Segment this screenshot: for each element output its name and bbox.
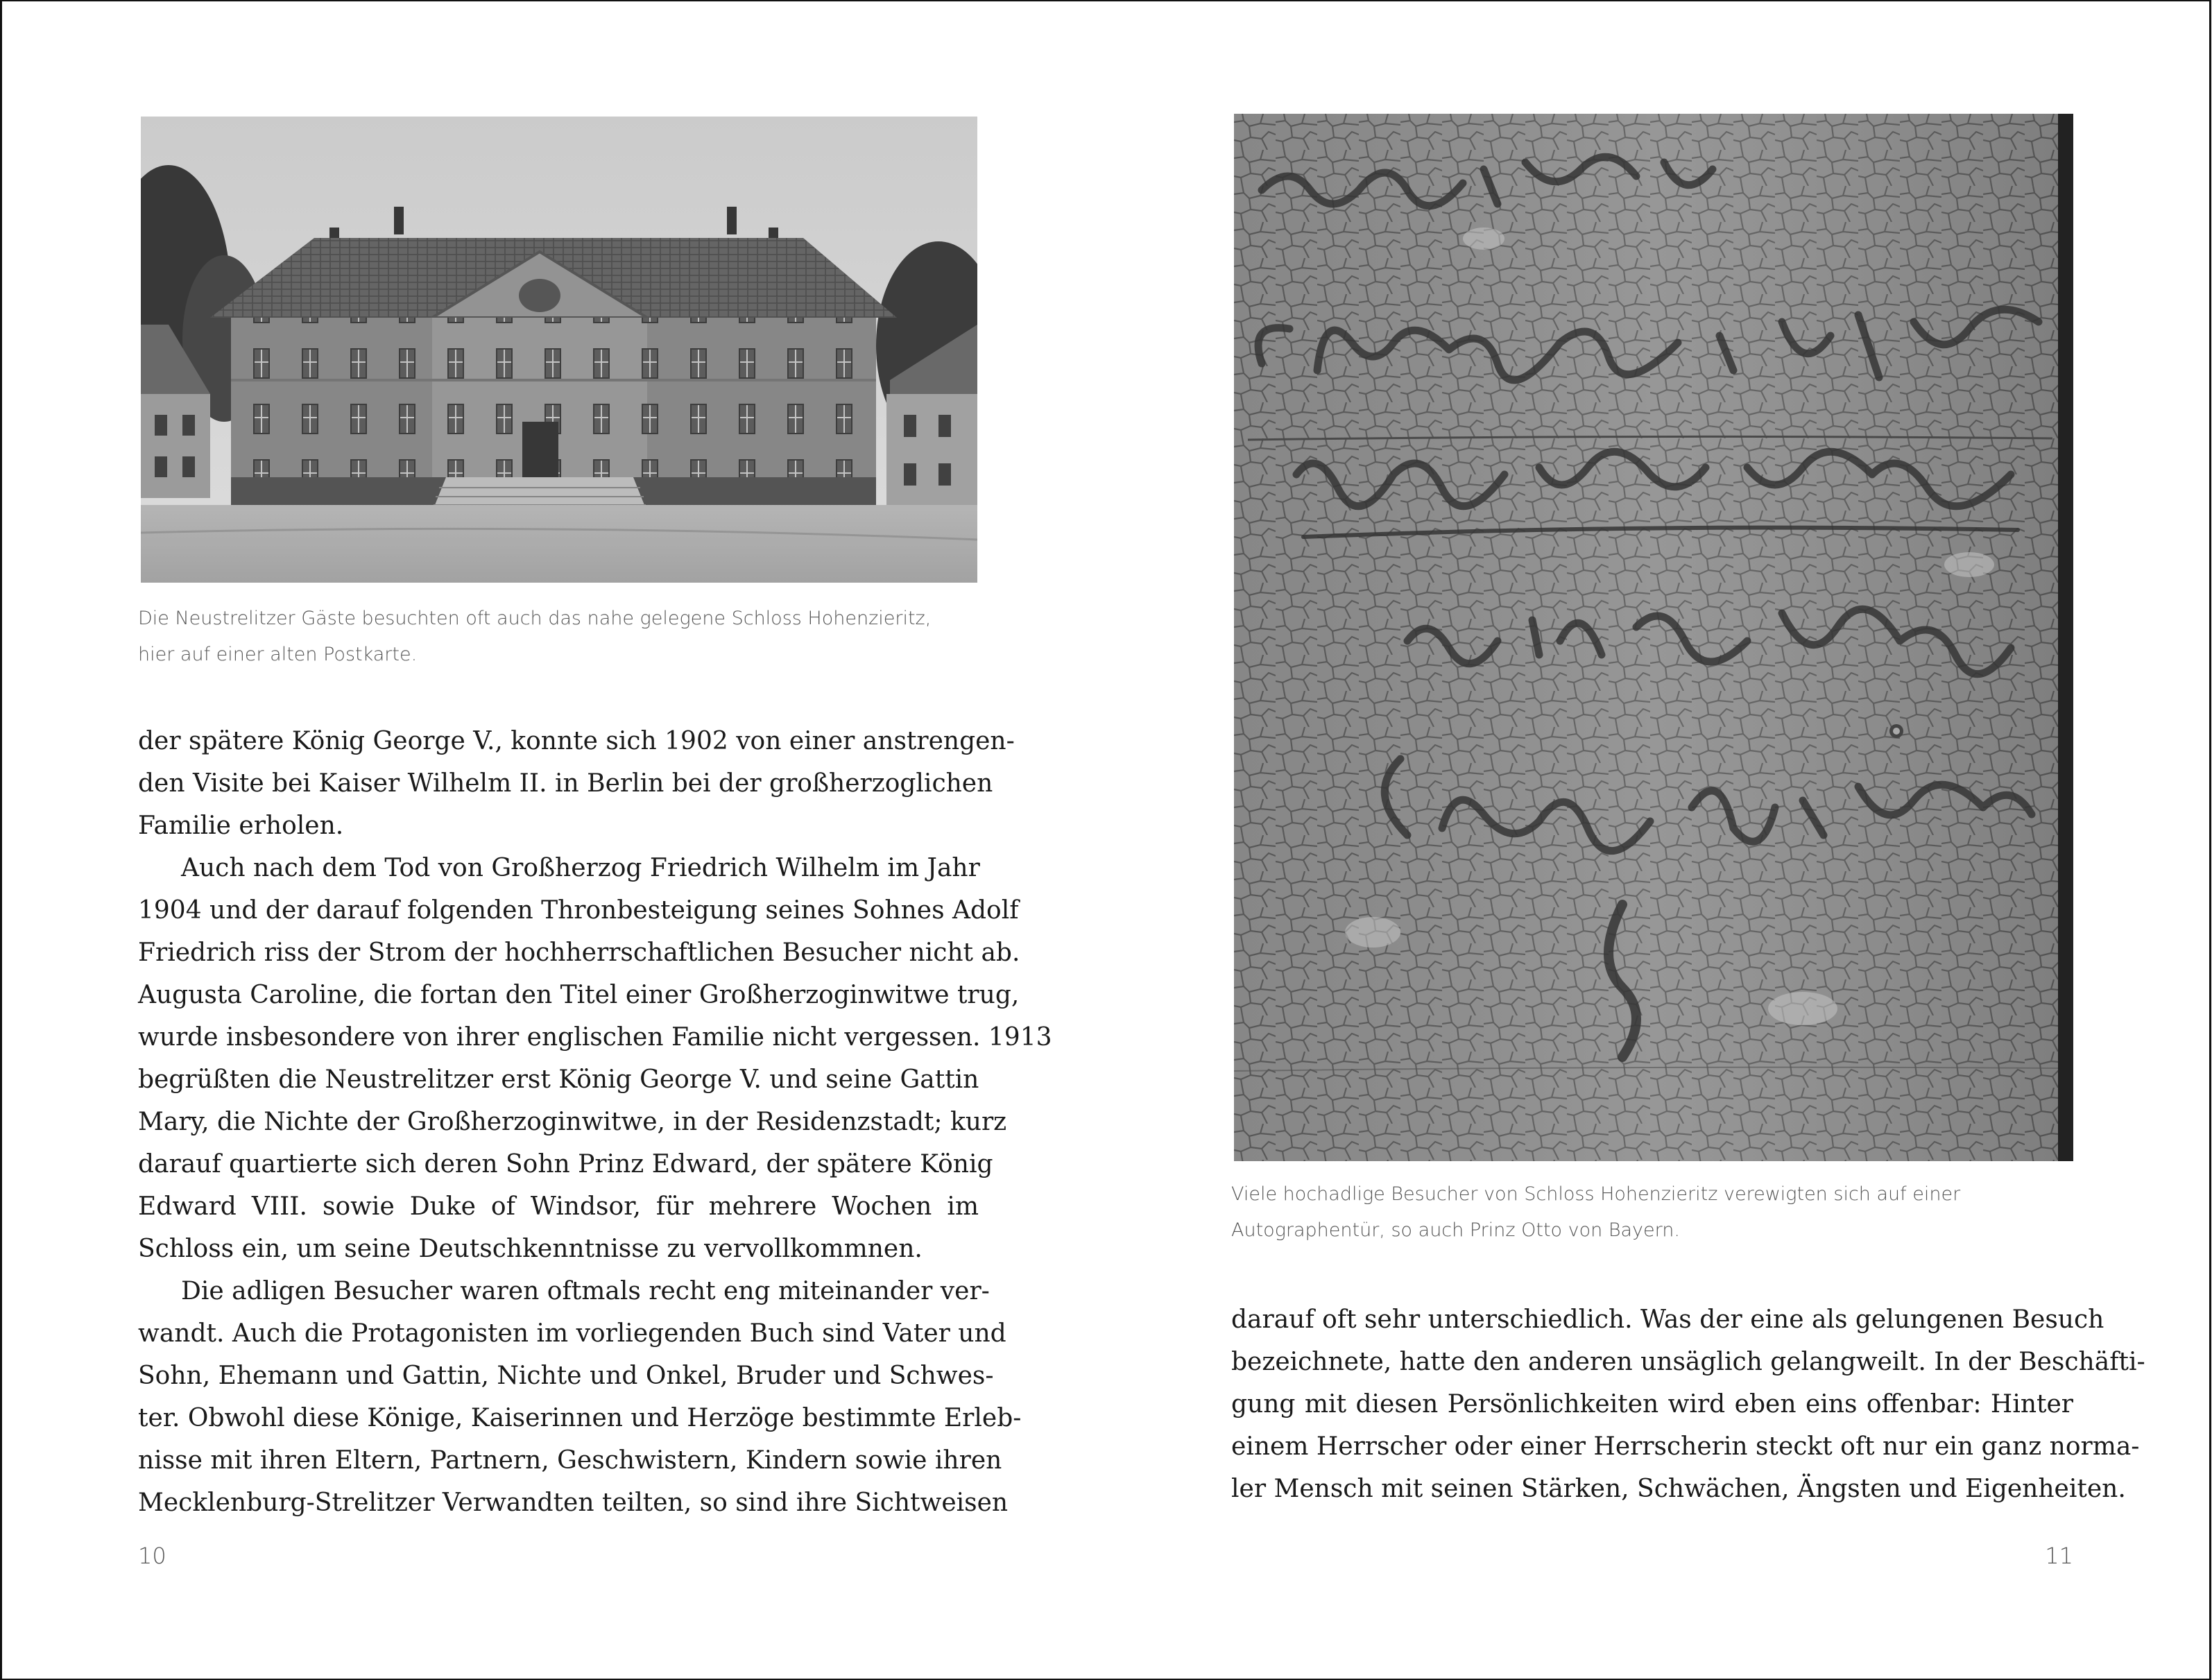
autograph-door-photo — [1234, 114, 2073, 1161]
text-line: gung mit diesen Persönlichkeiten wird eben eins offenbar: Hinter — [1231, 1390, 2073, 1418]
text-line: wurde insbesondere von ihrer englischen Familie nicht vergessen. 1913 — [138, 1023, 1052, 1052]
text-line: wandt. Auch die Protagonisten im vorliegenden Buch sind Vater und — [138, 1319, 1006, 1348]
caption-line: hier auf einer alten Postkarte. — [138, 644, 418, 665]
text-line: nisse mit ihren Eltern, Partnern, Geschwistern, Kindern sowie ihren — [138, 1446, 1002, 1475]
photo-caption — [1231, 1176, 1960, 1249]
text-line: Schloss ein, um seine Deutschkenntnisse zu vervollkommnen. — [138, 1235, 923, 1263]
text-line: Sohn, Ehemann und Gattin, Nichte und Onkel, Bruder und Schwes- — [138, 1362, 994, 1390]
caption-line: Viele hochadlige Besucher von Schloss Hohenzieritz verewigten sich auf einer — [1231, 1183, 1961, 1205]
text-line: Mecklenburg-Strelitzer Verwandten teilten, so sind ihre Sichtweisen — [138, 1489, 1009, 1517]
right-page — [1106, 0, 2211, 1680]
caption-line: Die Neustrelitzer Gäste besuchten oft auch das nahe gelegene Schloss Hohenzieritz, — [138, 608, 932, 629]
photo-caption — [138, 601, 931, 673]
caption-line: Autographentür, so auch Prinz Otto von Bayern. — [1231, 1219, 1680, 1241]
page-number: 10 — [138, 1543, 166, 1569]
text-line: Friedrich riss der Strom der hochherrschaftlichen Besucher nicht ab. — [138, 938, 1020, 967]
text-line: einem Herrscher oder einer Herrscherin steckt oft nur ein ganz norma- — [1231, 1432, 2140, 1461]
text-line: 1904 und der darauf folgenden Thronbesteigung seines Sohnes Adolf — [138, 896, 1019, 925]
page-number: 11 — [2045, 1543, 2073, 1569]
text-line: der spätere König George V., konnte sich 1902 von einer anstrengen- — [138, 727, 1015, 755]
text-line: ler Mensch mit seinen Stärken, Schwächen, Ängsten und Eigenheiten. — [1231, 1475, 2126, 1503]
text-line: den Visite bei Kaiser Wilhelm II. in Berlin bei der großherzoglichen — [138, 769, 993, 798]
schloss-hohenzieritz-postcard-photo — [141, 117, 977, 583]
text-line: begrüßten die Neustrelitzer erst König George V. und seine Gattin — [138, 1065, 979, 1094]
text-line: Auch nach dem Tod von Großherzog Friedrich Wilhelm im Jahr — [181, 854, 980, 882]
text-line: Familie erholen. — [138, 812, 344, 840]
text-line: Die adligen Besucher waren oftmals recht eng miteinander ver- — [181, 1277, 990, 1305]
text-line: Augusta Caroline, die fortan den Titel einer Großherzoginwitwe trug, — [138, 981, 1020, 1009]
text-line: bezeichnete, hatte den anderen unsäglich gelangweilt. In der Beschäfti- — [1231, 1348, 2145, 1376]
text-line: ter. Obwohl diese Könige, Kaiserinnen und Herzöge bestimmte Erleb- — [138, 1404, 1022, 1432]
text-line: darauf oft sehr unterschiedlich. Was der eine als gelungenen Besuch — [1231, 1305, 2104, 1334]
text-line: Mary, die Nichte der Großherzoginwitwe, in der Residenzstadt; kurz — [138, 1108, 1007, 1136]
text-line: Edward VIII. sowie Duke of Windsor, für mehrere Wochen im — [138, 1192, 979, 1221]
body-text — [1231, 1298, 2145, 1510]
body-text — [138, 720, 1052, 1524]
text-line: darauf quartierte sich deren Sohn Prinz Edward, der spätere König — [138, 1150, 993, 1178]
